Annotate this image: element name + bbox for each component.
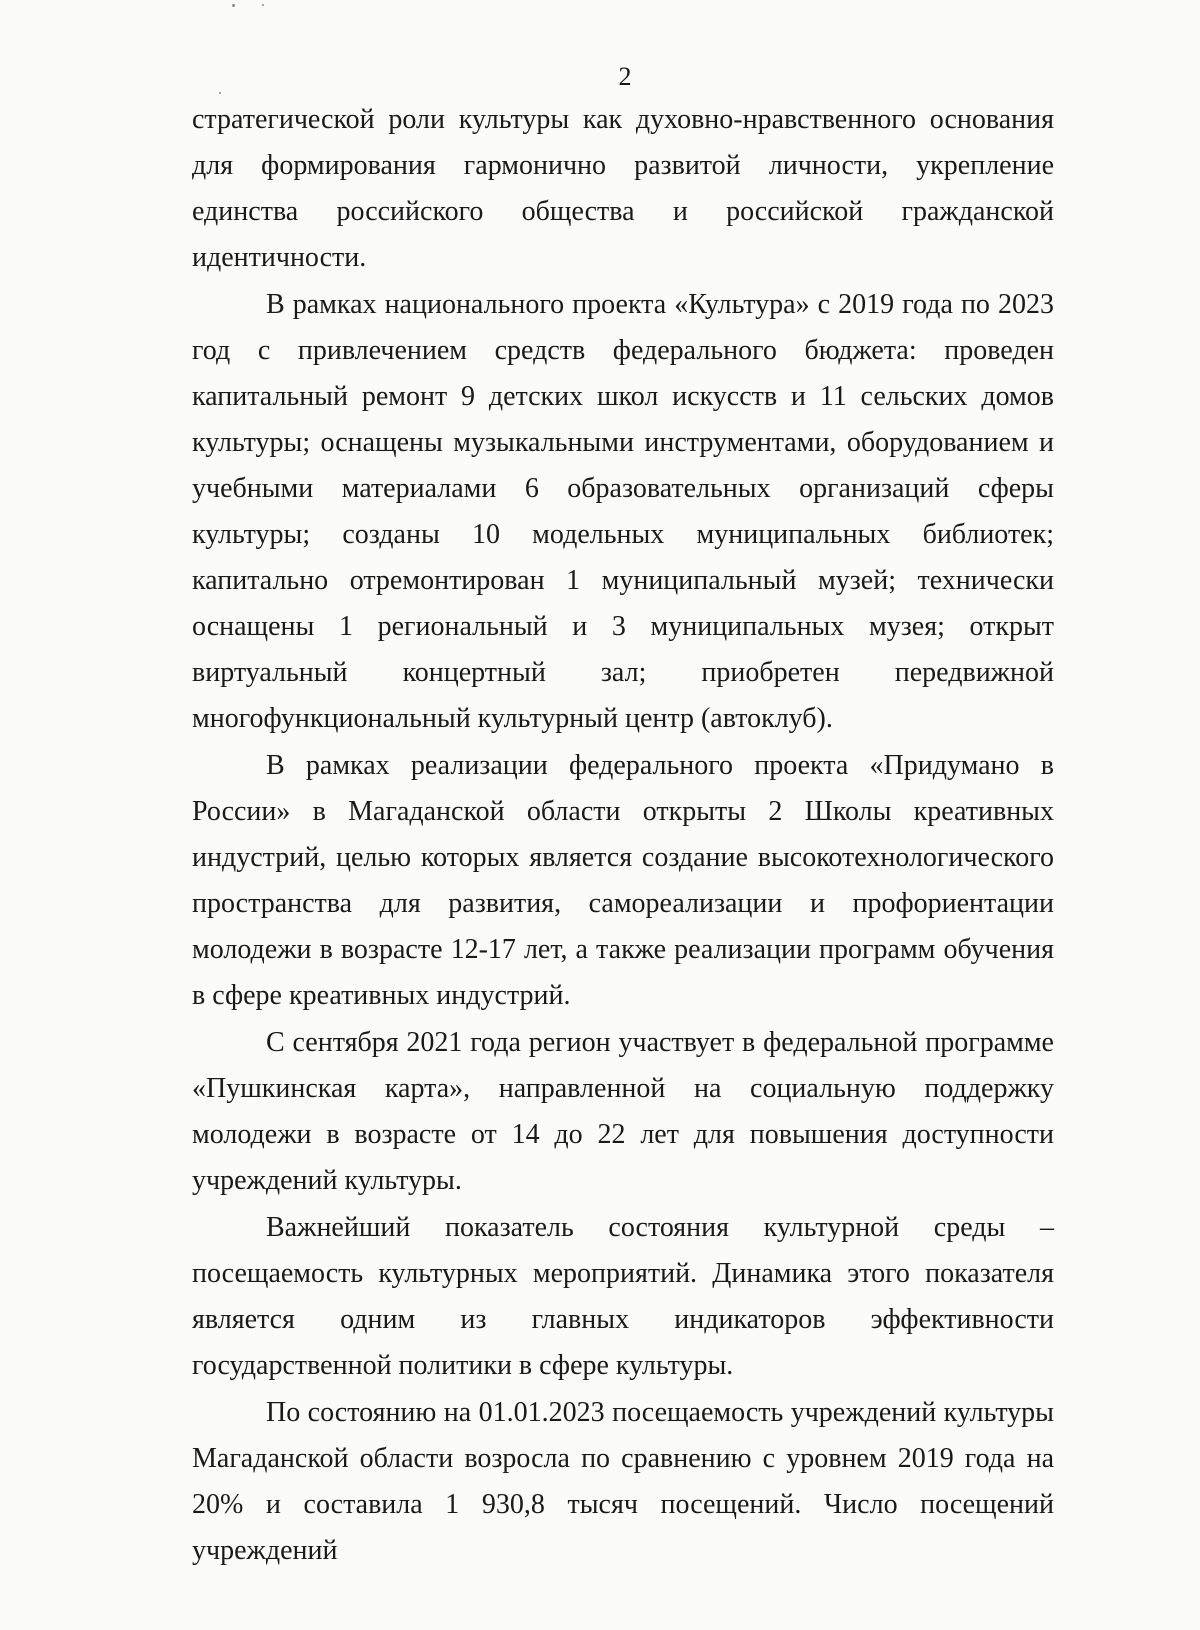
- scan-speck: [262, 4, 264, 6]
- paragraph: В рамках реализации федерального проекта «Придумано в России» в Магаданской области открыты 2 Школы креативных индустрий, целью которых является создание высокотехнологического пространства для развития, самореализации и профориентации молодежи в возрасте 12-17 лет, а также реализации программ обучения в сфере креативных индустрий.: [192, 750, 1054, 1011]
- document-body: [192, 97, 1054, 1575]
- scan-speck: [219, 92, 221, 94]
- scan-speck: [232, 4, 235, 7]
- page-number: 2: [618, 62, 632, 91]
- paragraph: стратегической роли культуры как духовно-нравственного основания для формирования гармонично развитой личности, укрепление единства российского общества и российской гражданской идентичности.: [192, 104, 1054, 273]
- paragraph: Важнейший показатель состояния культурной среды – посещаемость культурных мероприятий. Динамика этого показателя является одним из главных индикаторов эффективности государственной политики в сфере культуры.: [192, 1212, 1054, 1381]
- paragraph: С сентября 2021 года регион участвует в федеральной программе «Пушкинская карта», направленной на социальную поддержку молодежи в возрасте от 14 до 22 лет для повышения доступности учреждений культуры.: [192, 1027, 1054, 1196]
- paragraph: В рамках национального проекта «Культура» с 2019 года по 2023 год с привлечением средств федерального бюджета: проведен капитальный ремонт 9 детских школ искусств и 11 сельских домов культуры; оснащены музыкальными инструментами, оборудованием и учебными материалами 6 образовательных организаций сферы культуры; созданы 10 модельных муниципальных библиотек; капитально отремонтирован 1 муниципальный музей; технически оснащены 1 региональный и 3 муниципальных музея; открыт виртуальный концертный зал; приобретен передвижной многофункциональный культурный центр (автоклуб).: [192, 289, 1054, 734]
- paragraph: По состоянию на 01.01.2023 посещаемость учреждений культуры Магаданской области возросла по сравнению с уровнем 2019 года на 20% и составила 1 930,8 тысяч посещений. Число посещений учреждений: [192, 1397, 1054, 1566]
